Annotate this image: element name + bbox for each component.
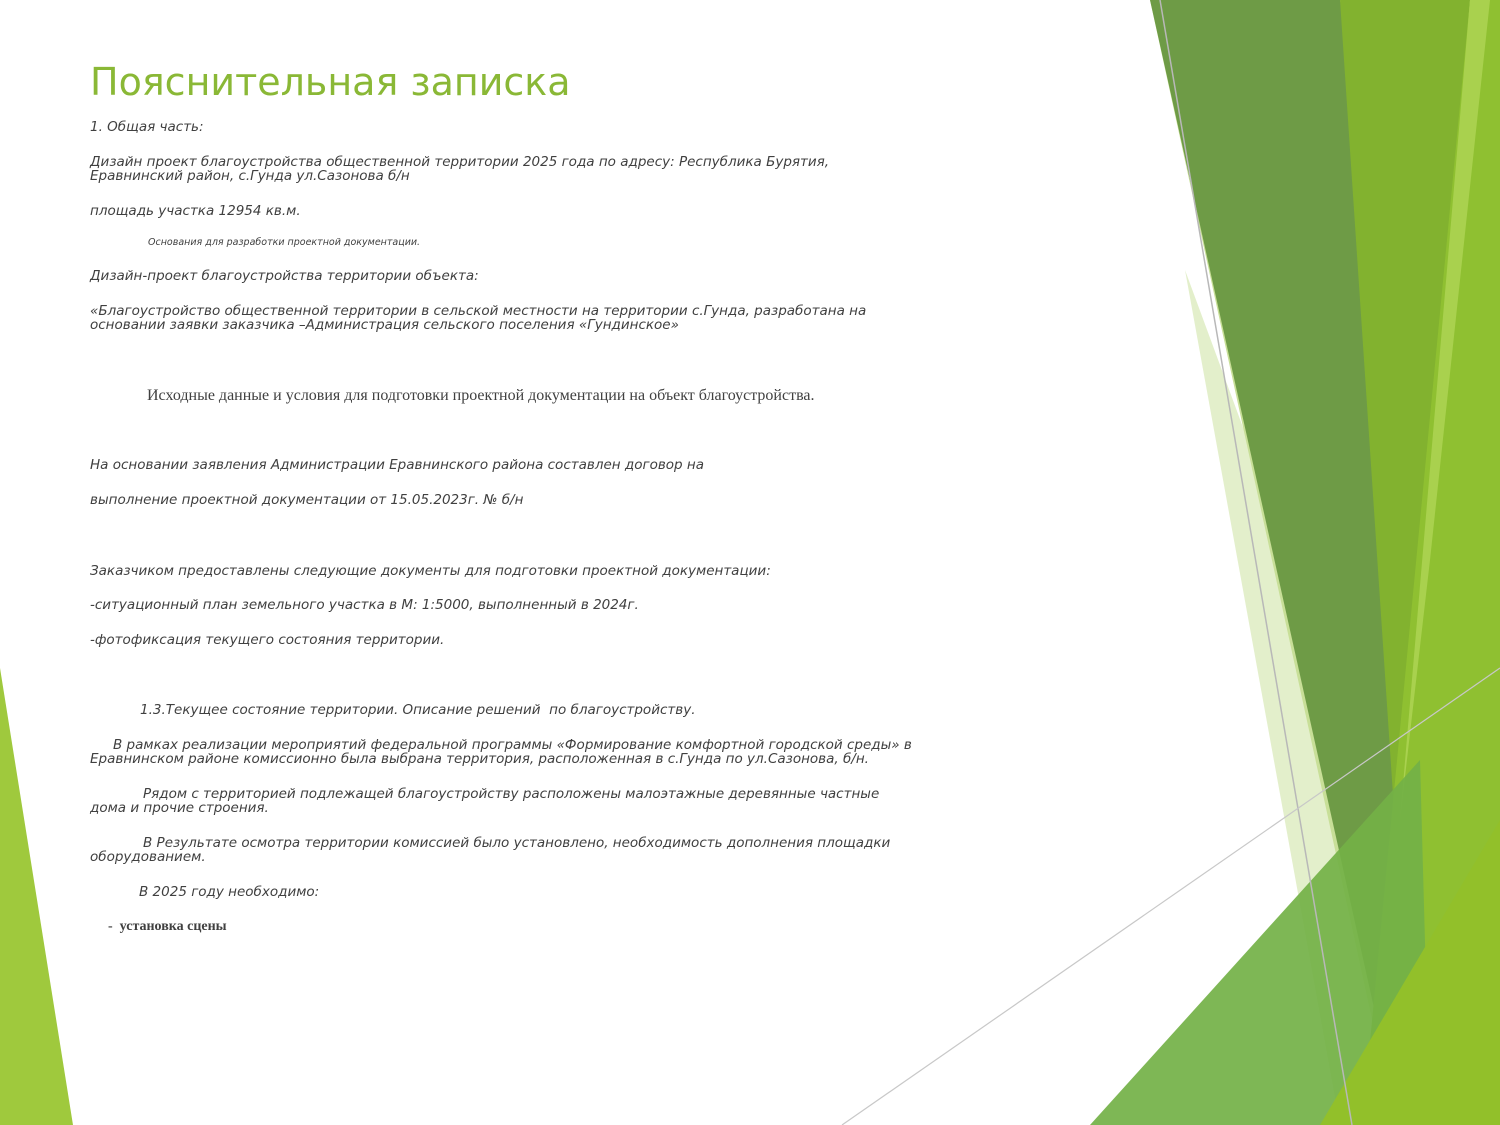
nearby-line-2: дома и прочие строения. <box>90 800 269 816</box>
area-text: площадь участка 12954 кв.м. <box>90 203 301 219</box>
stage-item: - установка сцены <box>108 919 227 934</box>
result-line-2: оборудованием. <box>90 849 206 865</box>
result-line-1: В Результате осмотра территории комиссией было установлено, необходимость дополнения площадки <box>143 835 891 851</box>
program-line-1: В рамках реализации мероприятий федеральной программы «Формирование комфортной городской среды» в <box>113 737 912 753</box>
general-heading: 1. Общая часть: <box>90 119 204 135</box>
design-object-text: Дизайн-проект благоустройства территории объекта: <box>90 268 479 284</box>
design-line-2: Еравнинский район, с.Гунда ул.Сазонова б/н <box>90 168 410 184</box>
left-green-wedge <box>0 668 73 1125</box>
quote-line-1: «Благоустройство общественной территории в сельской местности на территории с.Гунда, разработана на <box>90 303 867 319</box>
statement-line-1: На основании заявления Администрации Еравнинского района составлен договор на <box>90 457 705 473</box>
initial-data-heading: Исходные данные и условия для подготовки проектной документации на объект благоустройства. <box>147 387 815 404</box>
quote-line-2: основании заявки заказчика –Администрация сельского поселения «Гундинское» <box>90 317 679 333</box>
nearby-line-1: Рядом с территорией подлежащей благоустройству расположены малоэтажные деревянные частные <box>143 786 880 802</box>
doc-item-1: -ситуационный план земельного участка в М: 1:5000, выполненный в 2024г. <box>90 597 639 613</box>
doc-item-2: -фотофиксация текущего состояния территории. <box>90 632 445 648</box>
program-line-2: Еравнинском районе комиссионно была выбрана территория, расположенная в с.Гунда по ул.Сазонова, б/н. <box>90 751 869 767</box>
statement-line-2: выполнение проектной документации от 15.05.2023г. № б/н <box>90 492 524 508</box>
section-13-heading: 1.3.Текущее состояние территории. Описание решений по благоустройству. <box>140 702 696 718</box>
basis-small-text: Основания для разработки проектной документации. <box>148 237 421 248</box>
need-2025-text: В 2025 году необходимо: <box>139 884 320 900</box>
customer-docs-text: Заказчиком предоставлены следующие документы для подготовки проектной документации: <box>90 563 771 579</box>
page-title: Пояснительная записка <box>90 60 571 104</box>
design-line-1: Дизайн проект благоустройства общественной территории 2025 года по адресу: Республика Бурятия, <box>90 154 830 170</box>
